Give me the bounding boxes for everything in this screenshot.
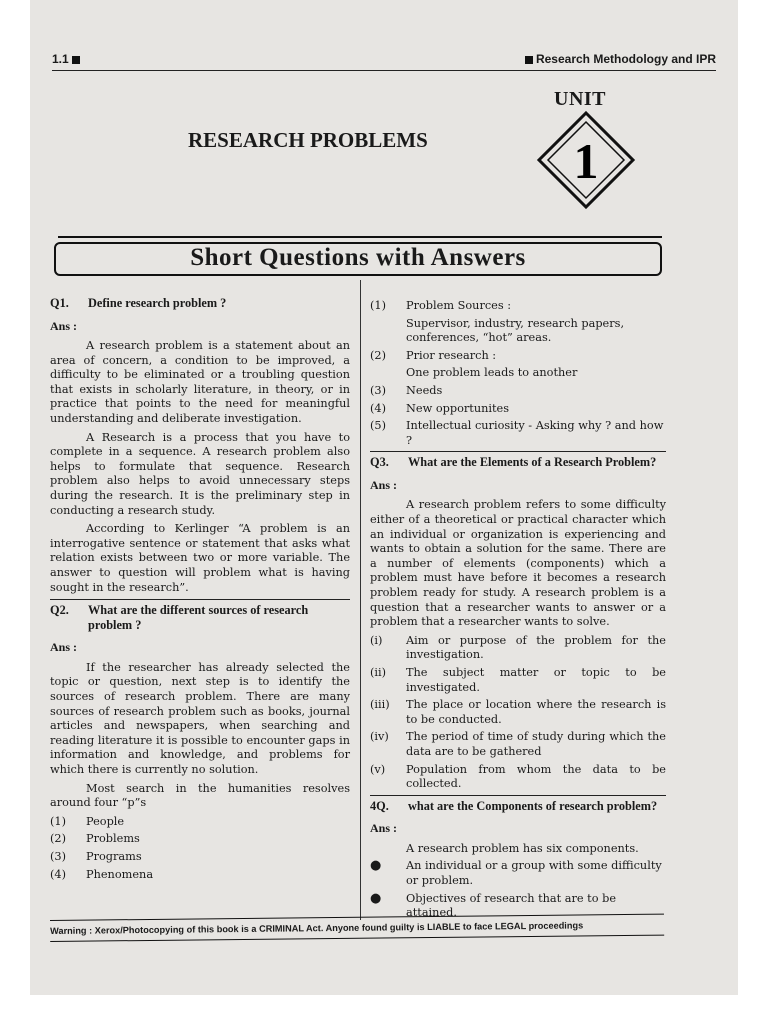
list-item: (1) Problem Sources :	[370, 299, 512, 312]
question-divider	[50, 599, 350, 600]
left-column	[50, 296, 350, 885]
list-item: (v) Population from whom the data to be collected.	[370, 762, 666, 791]
list-item: (3) Needs	[370, 383, 443, 397]
list-item: (1) People	[50, 814, 125, 828]
copyright-warning: Warning : Xerox/Photocopying of this book is a CRIMINAL Act. Anyone found guilty is LIABLE to face LEGAL proceedings	[50, 914, 664, 942]
question-2: Q2. What are the different sources of research problem ?	[50, 603, 309, 632]
list-item: (4) Phenomena	[50, 867, 154, 881]
right-column	[370, 296, 666, 924]
chapter-title: RESEARCH PROBLEMS	[188, 128, 428, 152]
paragraph: A Research is a process that you have to complete in a sequence. A research problem also helps to formulate that sequence. Research problem also helps to avoid unnecessary steps during the research. It is the preliminary step in conducting a research study.	[50, 430, 350, 517]
answer-label: Ans :	[370, 477, 398, 492]
section-title: Short Questions with Answers	[190, 244, 526, 271]
list-item: (i) Aim or purpose of the problem for the investigation.	[370, 633, 666, 662]
bullet-icon: ●	[370, 858, 382, 874]
unit-number: 1	[573, 133, 599, 189]
list-item-detail: Supervisor, industry, research papers, conferences, “hot” areas.	[406, 316, 625, 345]
column-divider	[360, 280, 361, 920]
list-item: (5) Intellectual curiosity - Asking why ? and how ?	[370, 419, 664, 447]
header-book-title: Research Methodology and IPR	[525, 52, 716, 66]
unit-label: UNIT	[554, 88, 607, 110]
list-item: (3) Programs	[50, 849, 142, 863]
list-item: (iv) The period of time of study during which the data are to be gathered	[370, 730, 666, 758]
answer-label: Ans :	[50, 640, 78, 655]
paragraph: Most search in the humanities resolves around four “p”s	[50, 781, 350, 810]
question-divider	[370, 795, 666, 796]
question-divider	[370, 451, 666, 452]
answer-label: Ans :	[370, 821, 398, 836]
bullet-item: ● Objectives of research that are to be attained.	[370, 890, 617, 920]
answer-intro: A research problem has six components.	[406, 841, 639, 855]
list-item: (2) Problems	[50, 832, 140, 846]
list-item: (iii) The place or location where the research is to be conducted.	[370, 698, 666, 726]
question-4: 4Q. what are the Components of research problem?	[370, 798, 658, 813]
paragraph: A research problem is a statement about an area of concern, a condition to be improved, a difficulty to be eliminated or a troubling question that exists in scholarly literature, in theory, or in practice that points to the need for meaningful understanding and deliberate investigation.	[50, 339, 350, 426]
list-item: (4) New opportunites	[370, 401, 510, 415]
bullet-icon: ●	[370, 890, 382, 906]
question-3: Q3. What are the Elements of a Research Problem?	[370, 455, 657, 470]
bullet-item: ● An individual or a group with some difficulty or problem.	[370, 858, 662, 887]
paragraph: If the researcher has already selected the topic or question, next step is to identify the sources of research problem. There are many sources of research problem such as books, journal articles and newspapers, when searching and reading literature it is possible to encounter gaps in information and knowledge, and problems for which there is currently no solution.	[50, 660, 350, 776]
paragraph: According to Kerlinger “A problem is an interrogative sentence or statement that asks what relation exists between two or more variable. The answer to question will problem what is having sought in the research”.	[50, 522, 350, 594]
question-1: Q1. Define research problem ?	[50, 296, 227, 310]
header-page-number: 1.1	[52, 52, 80, 66]
list-item: (ii) The subject matter or topic to be investigated.	[370, 665, 666, 694]
list-item-detail: One problem leads to another	[406, 366, 578, 380]
section-banner	[54, 236, 662, 276]
book-page	[30, 0, 738, 995]
running-header	[52, 52, 716, 71]
list-item: (2) Prior research :	[370, 348, 497, 362]
paragraph: A research problem refers to some difficulty either of a theoretical or practical character which an individual or organization is experiencing and wants to obtain a solution for the same. There are a number of elements (components) which a problem must have before it becomes a research problem ready for study. A research problem is a question that a researcher wants to answer or a problem that a researcher wants to solve.	[370, 498, 666, 629]
answer-label: Ans :	[50, 318, 78, 333]
unit-diamond-badge	[536, 110, 636, 210]
